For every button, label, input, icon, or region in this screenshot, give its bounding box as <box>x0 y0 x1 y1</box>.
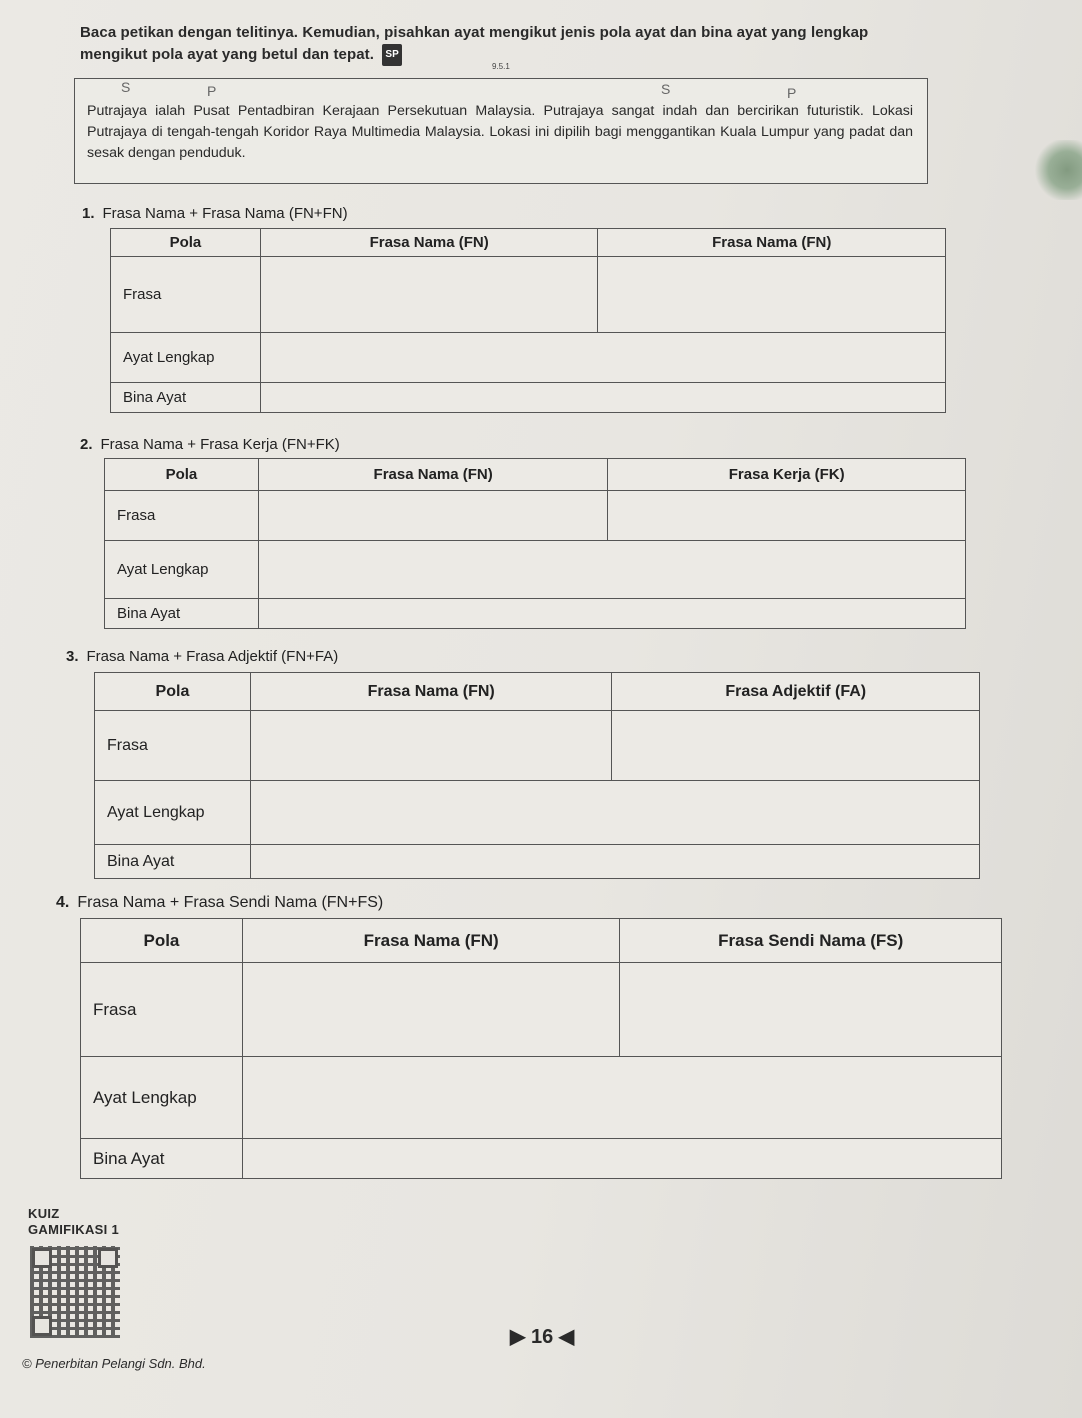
frasa-input-col1[interactable] <box>250 711 612 781</box>
row-ayat-label: Ayat Lengkap <box>81 1057 243 1139</box>
qr-finder-top-left <box>32 1248 52 1268</box>
section-4-label: Frasa Nama + Frasa Sendi Nama (FN+FS) <box>77 894 384 911</box>
qr-finder-bottom-left <box>32 1316 52 1336</box>
header-pola: Pola <box>95 673 251 711</box>
table-fn-fn <box>110 228 946 413</box>
section-1-title <box>82 205 348 222</box>
row-bina-label: Bina Ayat <box>81 1139 243 1179</box>
section-3-label: Frasa Nama + Frasa Adjektif (FN+FA) <box>86 648 339 665</box>
row-bina-label: Bina Ayat <box>105 599 259 629</box>
row-frasa-label: Frasa <box>95 711 251 781</box>
header-pola: Pola <box>81 919 243 963</box>
qr-code-icon[interactable] <box>30 1246 120 1338</box>
bina-ayat-input[interactable] <box>250 845 979 879</box>
pencil-mark-p1: P <box>207 83 217 99</box>
section-2-number: 2. <box>80 436 93 453</box>
frasa-input-col2[interactable] <box>608 491 966 541</box>
frasa-input-col1[interactable] <box>242 963 620 1057</box>
frasa-input-col2[interactable] <box>612 711 980 781</box>
header-col2: Frasa Adjektif (FA) <box>612 673 980 711</box>
section-1-label: Frasa Nama + Frasa Nama (FN+FN) <box>102 205 348 222</box>
header-col2: Frasa Nama (FN) <box>598 229 946 257</box>
ayat-lengkap-input[interactable] <box>242 1057 1001 1139</box>
bina-ayat-input[interactable] <box>260 383 945 413</box>
pencil-mark-p2: P <box>787 85 797 101</box>
table-fn-fk <box>104 458 966 629</box>
row-frasa-label: Frasa <box>111 257 261 333</box>
section-3-title <box>66 648 338 665</box>
passage-text: Putrajaya ialah Pusat Pentadbiran Kerajaan Persekutuan Malaysia. Putrajaya sangat indah dan bercirikan futuristik. Lokasi Putrajaya di tengah-tengah Koridor Raya Multimedia Malaysia. Lokasi ini dipilih bagi menggantikan Kuala Lumpur yang padat dan sesak dengan penduduk. <box>87 103 913 161</box>
frasa-input-col1[interactable] <box>260 257 598 333</box>
qr-finder-top-right <box>98 1248 118 1268</box>
table-fn-fs <box>80 918 1002 1179</box>
header-col1: Frasa Nama (FN) <box>258 459 608 491</box>
section-1-number: 1. <box>82 205 95 222</box>
page-arrow-left-icon: ▶ <box>510 1326 526 1348</box>
section-4-title <box>56 894 383 912</box>
section-2-label: Frasa Nama + Frasa Kerja (FN+FK) <box>100 436 340 453</box>
frasa-input-col2[interactable] <box>620 963 1002 1057</box>
section-4-number: 4. <box>56 894 70 911</box>
quiz-label: KUIZ <box>28 1206 60 1221</box>
page-edge-decoration <box>1032 140 1082 200</box>
quiz-gamification-label: GAMIFIKASI 1 <box>28 1222 119 1237</box>
row-ayat-label: Ayat Lengkap <box>95 781 251 845</box>
section-3-number: 3. <box>66 648 79 665</box>
sp-badge: SP <box>382 44 402 66</box>
row-ayat-label: Ayat Lengkap <box>105 541 259 599</box>
instruction-body: Baca petikan dengan telitinya. Kemudian, pisahkan ayat mengikut jenis pola ayat dan bina ayat yang lengkap mengikut pola ayat yang betul dan tepat. <box>80 24 869 63</box>
header-col2: Frasa Sendi Nama (FS) <box>620 919 1002 963</box>
header-col2: Frasa Kerja (FK) <box>608 459 966 491</box>
ayat-lengkap-input[interactable] <box>250 781 979 845</box>
row-bina-label: Bina Ayat <box>111 383 261 413</box>
standard-code: 9.5.1 <box>492 62 510 71</box>
instruction-text <box>80 22 920 66</box>
row-frasa-label: Frasa <box>81 963 243 1057</box>
section-2-title <box>80 436 340 453</box>
ayat-lengkap-input[interactable] <box>258 541 965 599</box>
page-number <box>510 1324 574 1349</box>
page-number-value: 16 <box>530 1326 554 1348</box>
table-fn-fa <box>94 672 980 879</box>
row-frasa-label: Frasa <box>105 491 259 541</box>
row-ayat-label: Ayat Lengkap <box>111 333 261 383</box>
ayat-lengkap-input[interactable] <box>260 333 945 383</box>
row-bina-label: Bina Ayat <box>95 845 251 879</box>
header-col1: Frasa Nama (FN) <box>250 673 612 711</box>
bina-ayat-input[interactable] <box>258 599 965 629</box>
header-pola: Pola <box>111 229 261 257</box>
reading-passage-box <box>74 78 928 184</box>
bina-ayat-input[interactable] <box>242 1139 1001 1179</box>
header-pola: Pola <box>105 459 259 491</box>
publisher-credit: © Penerbitan Pelangi Sdn. Bhd. <box>22 1356 206 1371</box>
pencil-mark-s2: S <box>661 81 671 97</box>
header-col1: Frasa Nama (FN) <box>242 919 620 963</box>
frasa-input-col1[interactable] <box>258 491 608 541</box>
pencil-mark-s1: S <box>121 79 131 95</box>
header-col1: Frasa Nama (FN) <box>260 229 598 257</box>
frasa-input-col2[interactable] <box>598 257 946 333</box>
page-arrow-right-icon: ◀ <box>558 1326 575 1348</box>
